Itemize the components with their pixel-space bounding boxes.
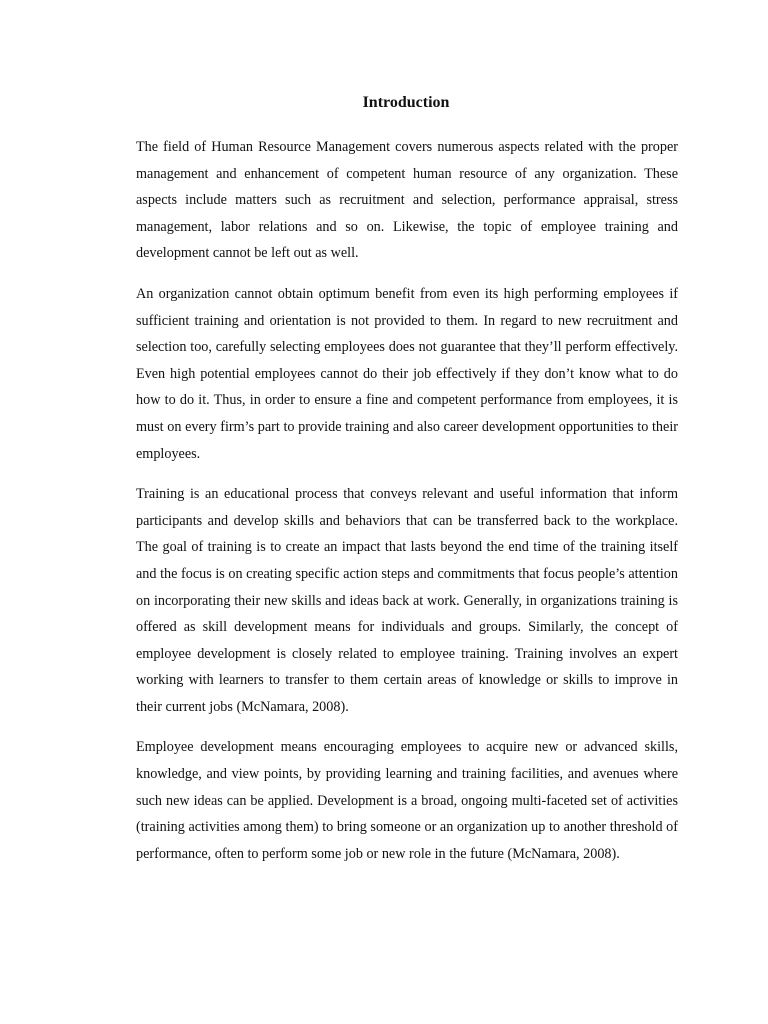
paragraph-4: Employee development means encouraging employees to acquire new or advanced skills, knowledge, and view points, by providing learning and training facilities, and avenues where such new ideas can be applied. Development is a broad, ongoing multi-faceted set of activities (training activities among them) to bring someone or an organization up to another threshold of performance, often to perform some job or new role in the future (McNamara, 2008). (136, 739, 678, 862)
document-body (136, 134, 678, 881)
paragraph-2: An organization cannot obtain optimum benefit from even its high performing employees if sufficient training and orientation is not provided to them. In regard to new recruitment and selection too, carefully selecting employees does not guarantee that they’ll perform effectively. Even high potential employees cannot do their job effectively if they don’t know what to do how to do it. Thus, in order to ensure a fine and competent performance from employees, it is must on every firm’s part to provide training and also career development opportunities to their employees. (136, 285, 678, 462)
paragraph-1: The field of Human Resource Management covers numerous aspects related with the proper management and enhancement of competent human resource of any organization. These aspects include matters such as recruitment and selection, performance appraisal, stress management, labor relations and so on. Likewise, the topic of employee training and development cannot be left out as well. (136, 139, 678, 262)
page-title: Introduction (362, 94, 450, 111)
paragraph-3: Training is an educational process that conveys relevant and useful information that inform participants and develop skills and behaviors that can be transferred back to the workplace. The goal of training is to create an impact that lasts beyond the end time of the training itself and the focus is on creating specific action steps and commitments that focus people’s attention on incorporating their new skills and ideas back at work. Generally, in organizations training is offered as skill development means for individuals and groups. Similarly, the concept of employee development is closely related to employee training. Training involves an expert working with learners to transfer to them certain areas of knowledge or skills to improve in their current jobs (McNamara, 2008). (136, 486, 678, 715)
